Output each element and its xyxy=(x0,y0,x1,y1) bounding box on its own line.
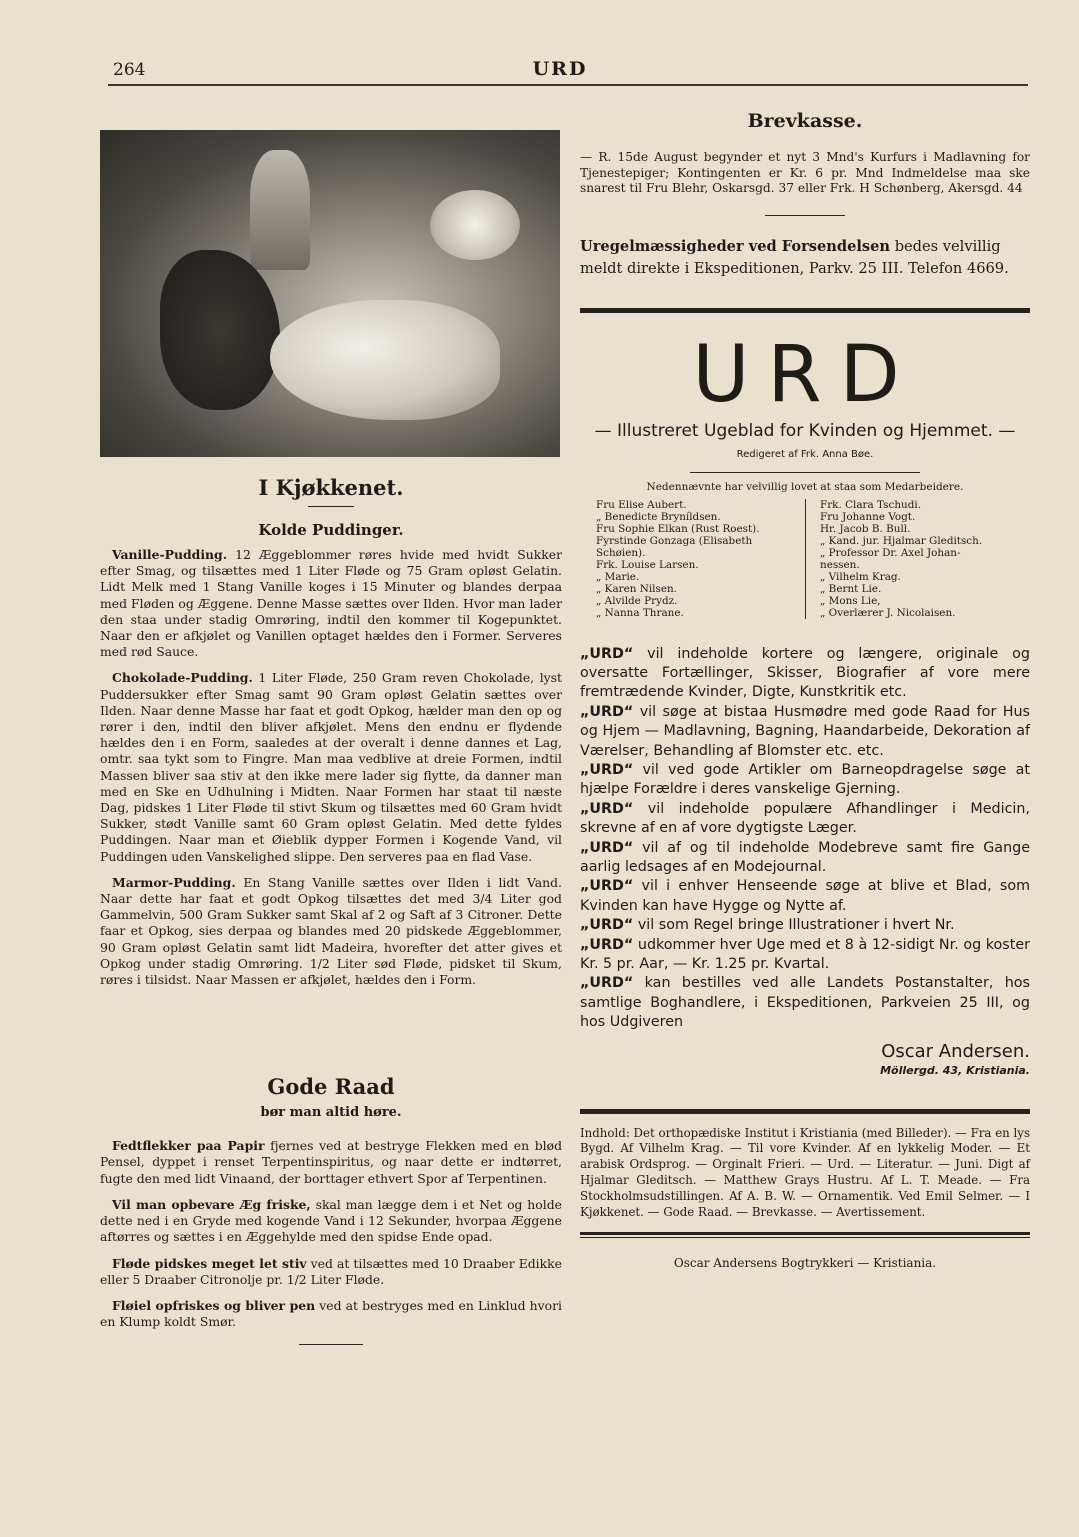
promo-item xyxy=(580,974,1030,1032)
tip-name: Fløde pidskes meget let stiv xyxy=(112,1255,307,1271)
tip-item xyxy=(100,1298,562,1330)
staff-line: „ Mons Lie, xyxy=(820,594,881,607)
recipe-name: Marmor-Pudding. xyxy=(112,874,236,890)
promo-label: „URD“ xyxy=(580,936,634,953)
recipe-text: 12 Æggeblommer røres hvide med hvidt Sukker efter Smag, og tilsættes med 1 Liter Fløde og 75 Gram opløst Gelatin. Lidt Melk med 1 Stang Vanille koges i 15 Minuter og blandes derpaa med Fløden og Æggene. Denne Masse sættes over Ilden. Hvor man lader den staa under stadig Omrøring, indtil den kommer til Kogepunktet. Naar den er afkjølet og Vanillen optaget hældes den i Former. Serveres med rød Sauce. xyxy=(100,547,562,660)
spacer xyxy=(100,998,562,1056)
publisher-address: Möllergd. 43, Kristiania. xyxy=(880,1063,1030,1077)
table-of-contents: Indhold: Det orthopædiske Institut i Kristiania (med Billeder). — Fra en lys Bygd. Af Vilhelm Krag. — Til vore Kvinder. Af en lykkelig Moder. — Et arabisk Ordsprog. — Orginalt Frieri. — Urd. — Literatur. — Juni. Digt af Hjalmar Gleditsch. — Matthew Grays Hustru. Af L. T. Meade. — Fra Stockholmsudstillingen. Af A. B. W. — Ornamentik. Ved Emil Selmer. — I Kjøkkenet. — Gode Raad. — Brevkasse. — Avertissement. xyxy=(580,1125,1031,1219)
promo-label: „URD“ xyxy=(580,975,634,992)
staff-line: „ Bernt Lie. xyxy=(820,582,882,595)
thick-rule xyxy=(580,1232,1030,1235)
promo-label: „URD“ xyxy=(580,800,634,817)
publisher-name: Oscar Andersen. xyxy=(881,1040,1030,1062)
thin-rule xyxy=(580,1237,1030,1238)
flowers-shape xyxy=(430,190,520,260)
urd-editor: Redigeret af Frk. Anna Bøe. xyxy=(736,448,874,460)
divider xyxy=(299,1344,363,1345)
staff-line: „ Alvilde Prydz. xyxy=(596,594,678,607)
promo-label: „URD“ xyxy=(580,645,634,662)
promo-text: vil af og til indeholde Modebreve samt fire Gange aarlig ledsages af en Modejournal. xyxy=(580,839,1031,875)
staff-line: „ Karen Nilsen. xyxy=(596,582,677,595)
glass-shape xyxy=(250,150,310,270)
tip-item xyxy=(100,1256,562,1288)
staff-heading: Nedennævnte har velvillig lovet at staa som Medarbeidere. xyxy=(646,480,964,493)
notice-rest: bedes velvillig meldt direkte i Ekspeditionen, Parkv. 25 III. Telefon 4669. xyxy=(580,237,1009,277)
recipe-text: 1 Liter Fløde, 250 Gram reven Chokolade, lyst Puddersukker efter Smag samt 90 Gram opløst Gelatin sættes over Ilden. Naar denne Masse har faat et godt Opkog, hælder man den op og rører i den, indtil den bliver afkjølet. Mens den endnu er flydende hældes den i en Form, saaledes at der overalt i denne dannes et Lag, omtr. saa tykt som to Fingre. Man maa vedblive at dreie Formen, indtil Massen bliver saa stiv at den ikke mere lader sig flytte, da danner man med en Ske en Udhulning i Midten. Naar Formen har staat til næste Dag, pidskes 1 Liter Fløde til stivt Skum og tilsættes med 60 Gram hvidt Sukker, stødt Vanille samt 60 Gram opløst Gelatin. Med dette fyldes Puddingen. Naar man et Øieblik dypper Formen i Kogende Vand, vil Puddingen uden Vanskelighed slippe. Den serveres paa en flad Vase. xyxy=(100,670,562,864)
thick-rule xyxy=(580,308,1030,313)
promo-text: kan bestilles ved alle Landets Postanstalter, hos samtlige Boghandlere, i Ekspeditionen, Parkveien 25 III, og hos Udgiveren xyxy=(580,975,1030,1031)
rabbit-shape xyxy=(270,300,500,420)
staff-col-left xyxy=(580,499,805,619)
tip-name: Fløiel opfriskes og bliver pen xyxy=(112,1297,316,1313)
urd-promo xyxy=(580,645,1030,1033)
staff-line: Fyrstinde Gonzaga (Elisabeth xyxy=(596,534,753,547)
printer-imprint: Oscar Andersens Bogtrykkeri — Kristiania. xyxy=(673,1256,937,1271)
delivery-notice xyxy=(580,236,1030,280)
staff-line: Frk. Clara Tschudi. xyxy=(820,498,921,511)
divider xyxy=(308,506,354,507)
header-rule xyxy=(108,84,1028,86)
promo-label: „URD“ xyxy=(580,761,634,778)
brevkasse-text: — R. 15de August begynder et nyt 3 Mnd's Kurfurs i Madlavning for Tjenestepiger; Kontingenten er Kr. 6 pr. Mnd Indmeldelse maa ske snarest til Fru Blehr, Oskarsgd. 37 eller Frk. H Schønberg, Akersgd. 44 xyxy=(580,150,1030,195)
promo-text: vil søge at bistaa Husmødre med gode Raad for Hus og Hjem — Madlavning, Bagning, Haandarbeide, Dekoration af Værelser, Behandling af Blomster etc. etc. xyxy=(580,703,1031,759)
left-column xyxy=(100,130,562,1345)
promo-item xyxy=(580,877,1030,916)
thick-rule xyxy=(580,1109,1030,1114)
staff-line: Hr. Jacob B. Bull. xyxy=(820,522,911,535)
promo-text: vil i enhver Henseende søge at blive et Blad, som Kvinden kan have Hygge og Nytte af. xyxy=(580,878,1030,914)
promo-label: „URD“ xyxy=(580,839,634,856)
recipe-name: Chokolade-Pudding. xyxy=(112,670,253,686)
promo-text: vil indeholde populære Afhandlinger i Medicin, skrevne af en af vore dygtigste Læger. xyxy=(580,800,1031,837)
subsection-title: Kolde Puddinger. xyxy=(258,521,404,539)
recipe-vanille xyxy=(100,547,562,660)
staff-line: „ Vilhelm Krag. xyxy=(820,570,901,583)
tip-text: ved at tilsættes med 10 Draaber Edikke eller 5 Draaber Citronolje pr. 1/2 Liter Fløde. xyxy=(100,1255,562,1287)
right-column xyxy=(580,110,1030,1270)
promo-text: udkommer hver Uge med et 8 à 12-sidigt Nr. og koster Kr. 5 pr. Aar, — Kr. 1.25 pr. Kvartal. xyxy=(580,936,1031,972)
staff-line: „ Nanna Thrane. xyxy=(596,606,684,619)
staff-line: „ Benedicte Bryníldsen. xyxy=(596,510,721,523)
staff-line: Schøien). xyxy=(596,546,646,559)
urd-subtitle: — Illustreret Ugeblad for Kvinden og Hjemmet. — xyxy=(594,420,1016,441)
tip-text: fjernes ved at bestryge Flekken med en blød Pensel, dyppet i renset Terpentinspiritus, og naar dette er indtørret, fugte den med lidt Vinaand, der borttager ethvert Spor af Terpentinen. xyxy=(100,1138,563,1186)
divider xyxy=(690,472,920,473)
tip-text: skal man lægge dem i et Net og holde dette ned i en Gryde med kogende Vand i 12 Sekunder, hvorpaa Æggene aftørres og sættes i en Æggehylde med den spidse Ende opad. xyxy=(100,1196,562,1245)
section2-title: Gode Raad xyxy=(267,1074,395,1100)
promo-text: vil ved gode Artikler om Barneopdragelse søge at hjælpe Forældre i deres vanskelige Gjerning. xyxy=(580,761,1030,798)
recipe-text: En Stang Vanille sættes over Ilden i lidt Vand. Naar dette har faat et godt Opkog tilsættes det med 3/4 Liter god Gammelvin, 500 Gram Sukker samt Skal af 2 og Saft af 3 Citroner. Dette faar et Opkog, sies derpaa og blandes med 20 pidskede Æggeblommer, 90 Gram opløst Gelatin samt lidt Madeira, hvorefter det atter gives et Opkog under stadig Omrøring. 1/2 Liter sød Fløde, pidsket til Skum, røres i tilsidst. Naar Massen er afkjølet, hældes den i Form. xyxy=(100,874,562,988)
promo-item xyxy=(580,916,1030,935)
section-title: I Kjøkkenet. xyxy=(258,475,404,500)
recipe-name: Vanille-Pudding. xyxy=(112,547,228,562)
staff-line: Fru Sophie Elkan (Rust Roest). xyxy=(596,522,760,535)
promo-text: vil som Regel bringe Illustrationer i hvert Nr. xyxy=(637,917,955,934)
promo-label: „URD“ xyxy=(580,878,634,895)
recipe-marmor xyxy=(100,875,562,988)
tip-name: Vil man opbevare Æg friske, xyxy=(112,1196,311,1212)
page-number: 264 xyxy=(113,60,146,80)
tip-item xyxy=(100,1197,562,1246)
staff-line: „ Kand. jur. Hjalmar Gleditsch. xyxy=(820,534,983,547)
recipe-chokolade xyxy=(100,670,562,864)
tip-name: Fedtflekker paa Papir xyxy=(112,1138,265,1154)
promo-item xyxy=(580,936,1030,975)
promo-label: „URD“ xyxy=(580,917,634,934)
notice-bold: Uregelmæssigheder ved Forsendelsen xyxy=(580,237,891,255)
promo-text: vil indeholde kortere og længere, originale og oversatte Fortællinger, Skisser, Biografier af vore mere fremtrædende Kvinder, Digte, Kunstkritik etc. xyxy=(580,645,1030,701)
urd-masthead: URD xyxy=(692,329,918,420)
promo-item xyxy=(580,645,1030,703)
staff-line: Frk. Louise Larsen. xyxy=(596,558,699,571)
promo-item xyxy=(580,839,1030,878)
staff-line: nessen. xyxy=(820,558,860,571)
section2-subtitle: bør man altid høre. xyxy=(260,1105,402,1121)
tip-text: ved at bestryges med en Linklud hvori en Klump koldt Smør. xyxy=(100,1297,562,1330)
staff-line: „ Professor Dr. Axel Johan- xyxy=(820,546,961,559)
promo-item xyxy=(580,761,1030,800)
staff-line: „ Overlærer J. Nicolaisen. xyxy=(820,606,956,619)
journal-title: URD xyxy=(532,58,588,80)
still-life-illustration xyxy=(100,130,560,457)
promo-label: „URD“ xyxy=(580,703,634,720)
staff-col-right xyxy=(805,499,1030,619)
staff-line: „ Marie. xyxy=(596,570,640,583)
brevkasse-title: Brevkasse. xyxy=(747,110,863,132)
staff-line: Fru Elise Aubert. xyxy=(596,498,687,511)
staff-line: Fru Johanne Vogt. xyxy=(820,510,916,523)
divider xyxy=(765,215,845,216)
bird-shape xyxy=(160,250,280,410)
staff-list xyxy=(580,499,1030,619)
promo-item xyxy=(580,703,1030,761)
tip-item xyxy=(100,1138,562,1187)
promo-item xyxy=(580,800,1030,839)
